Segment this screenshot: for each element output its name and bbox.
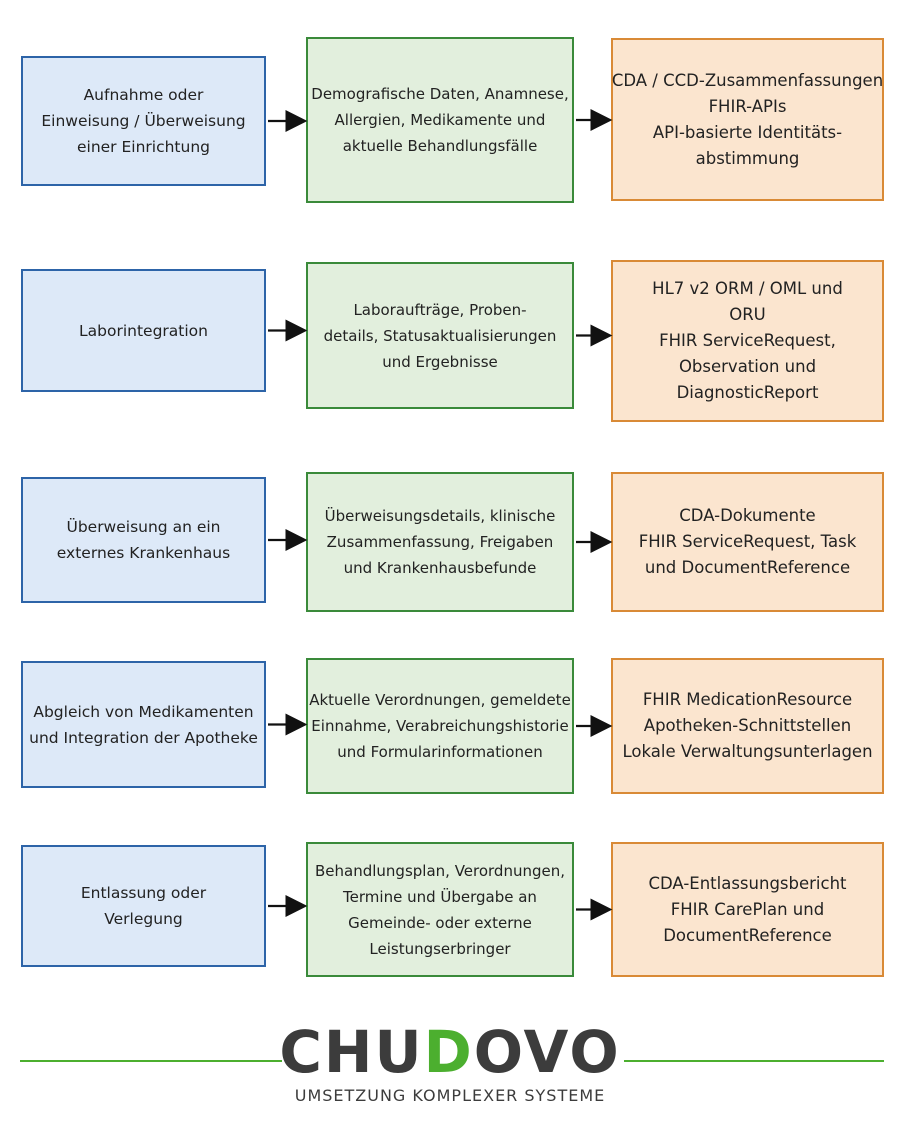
standards-box-text-line: DocumentReference bbox=[663, 925, 832, 945]
trigger-box-text-line: Laborintegration bbox=[79, 321, 208, 340]
standards-box-text-line: FHIR ServiceRequest, Task bbox=[638, 532, 857, 551]
data-box-text-line: Gemeinde- oder externe bbox=[348, 913, 532, 932]
company-tagline: UMSETZUNG KOMPLEXER SYSTEME bbox=[294, 1086, 606, 1105]
data-box-text-line: und Ergebnisse bbox=[382, 352, 498, 371]
trigger-box-text-line: externes Krankenhaus bbox=[56, 544, 231, 562]
data-box-text-line: Termine und Übergabe an bbox=[343, 887, 537, 906]
data-box-text-line: aktuelle Behandlungsfälle bbox=[342, 137, 538, 155]
data-box-text-line: Allergien, Medikamente und bbox=[334, 111, 546, 129]
standards-box-text-line: CDA-Entlassungsbericht bbox=[648, 873, 847, 893]
data-box-text-line: Leistungserbringer bbox=[369, 939, 511, 958]
trigger-box-text-line: Einweisung / Überweisung bbox=[41, 112, 246, 130]
data-box-text-line: Einnahme, Verabreichungshistorie bbox=[311, 717, 569, 735]
standards-box-text-line: CDA-Dokumente bbox=[679, 506, 816, 525]
trigger-box-text-line: Aufnahme oder bbox=[83, 86, 204, 104]
trigger-box-text-line: Abgleich von Medikamenten bbox=[33, 702, 254, 721]
standards-box-text-line: Lokale Verwaltungsunterlagen bbox=[622, 742, 873, 761]
trigger-box-text-line: einer Einrichtung bbox=[76, 138, 210, 156]
standards-box-text-line: DiagnosticReport bbox=[676, 383, 819, 402]
data-box-text-line: details, Statusaktualisierungen bbox=[323, 326, 557, 345]
standards-box-text-line: FHIR ServiceRequest, bbox=[659, 331, 836, 350]
data-box-text-line: und Formularinformationen bbox=[337, 743, 543, 761]
trigger-box-text-line: Entlassung oder bbox=[80, 884, 207, 902]
data-box-text-line: Behandlungsplan, Verordnungen, bbox=[315, 861, 565, 880]
data-box-text-line: Laboraufträge, Proben- bbox=[353, 300, 527, 319]
trigger-box-text-line: Überweisung an ein bbox=[66, 518, 221, 536]
data-box-text-line: Überweisungsdetails, klinische bbox=[324, 507, 556, 525]
brand-footer bbox=[0, 1020, 900, 1105]
standards-box-text-line: FHIR CarePlan und bbox=[670, 899, 825, 919]
trigger-box-text-line: Verlegung bbox=[104, 910, 183, 928]
company-logo: CHUDOVO bbox=[279, 1018, 621, 1086]
standards-box-text-line: und DocumentReference bbox=[644, 558, 851, 577]
trigger-box-text-line: und Integration der Apotheke bbox=[29, 728, 258, 747]
standards-box-text-line: API-basierte Identitäts- bbox=[652, 122, 843, 142]
data-box-text-line: Aktuelle Verordnungen, gemeldete bbox=[309, 691, 571, 709]
standards-box-text-line: CDA / CCD-Zusammenfassungen bbox=[611, 70, 884, 90]
standards-box-text-line: abstimmung bbox=[695, 148, 800, 168]
data-box-text-line: Demografische Daten, Anamnese, bbox=[311, 85, 569, 103]
standards-box-text-line: HL7 v2 ORM / OML und bbox=[652, 279, 843, 298]
standards-box-text-line: Apotheken-Schnittstellen bbox=[643, 716, 852, 735]
data-box-text-line: Zusammenfassung, Freigaben bbox=[326, 533, 554, 551]
standards-box-text-line: Observation und bbox=[678, 357, 817, 376]
standards-box-text-line: ORU bbox=[729, 305, 766, 324]
data-box-text-line: und Krankenhausbefunde bbox=[343, 559, 537, 577]
standards-box-text-line: FHIR MedicationResource bbox=[642, 690, 853, 709]
standards-box-text-line: FHIR-APIs bbox=[708, 96, 787, 116]
